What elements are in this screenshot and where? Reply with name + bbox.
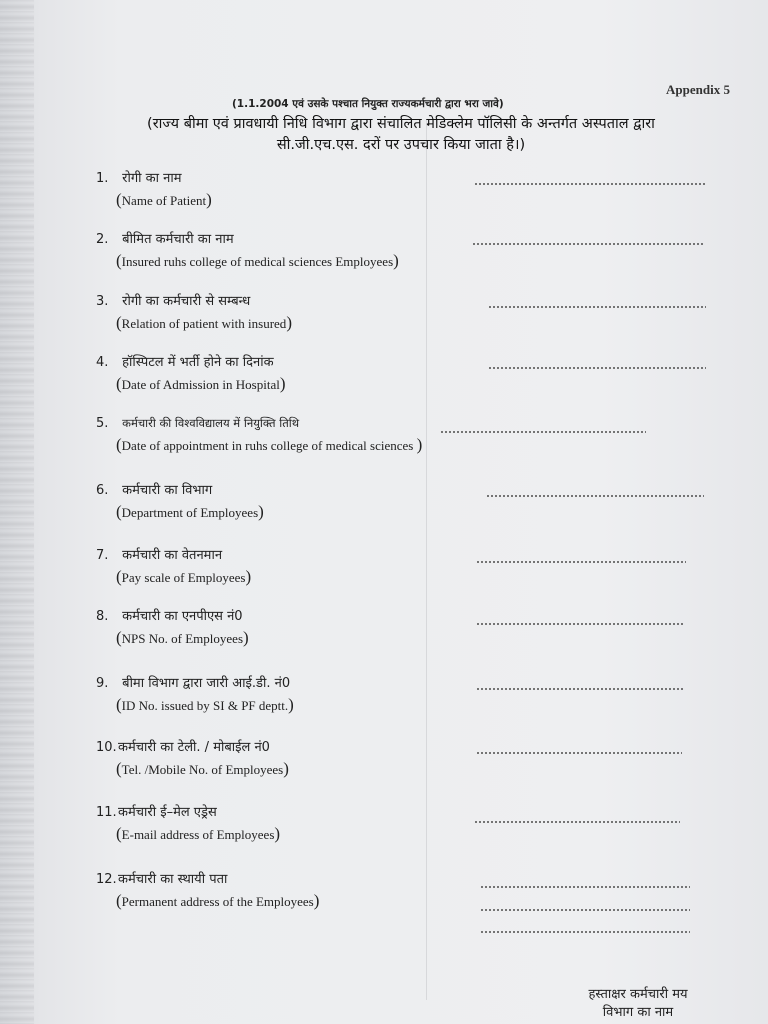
field-english-label: ID No. issued by SI & PF deptt. (121, 698, 289, 713)
fill-line-6[interactable] (486, 495, 704, 497)
field-hindi-label: रोगी का कर्मचारी से सम्बन्ध (122, 294, 251, 309)
field-number: 6. (96, 483, 109, 498)
fill-line-3[interactable] (488, 306, 706, 308)
field-hindi-label: कर्मचारी की विश्वविद्यालय में नियुक्ति तिथि (122, 416, 300, 430)
signature-block (548, 986, 728, 1022)
field-admission-date: 4. हॉस्पिटल में भर्ती होने का दिनांक (Date of Admission in Hospital) (96, 355, 286, 393)
fill-line-7[interactable] (476, 561, 686, 563)
field-nps-number: 8. कर्मचारी का एनपीएस नं0 (NPS No. of Employees) (96, 609, 249, 647)
signature-line-2: विभाग का नाम (602, 1005, 674, 1020)
field-relation: 3. रोगी का कर्मचारी से सम्बन्ध (Relation of patient with insured) (96, 294, 292, 332)
signature-line-1: हस्ताक्षर कर्मचारी मय (588, 987, 688, 1002)
field-number: 7. (96, 548, 109, 563)
field-english-label: Department of Employees (121, 505, 259, 520)
field-hindi-label: कर्मचारी का स्थायी पता (118, 872, 228, 887)
field-hindi-label: बीमा विभाग द्वारा जारी आई.डी. नं0 (122, 676, 291, 691)
field-hindi-label: हॉस्पिटल में भर्ती होने का दिनांक (122, 355, 274, 370)
field-english-label: Name of Patient (121, 193, 207, 208)
scan-edge-shadow (0, 0, 34, 1024)
fill-line-5[interactable] (440, 431, 646, 433)
fill-line-4[interactable] (488, 367, 706, 369)
field-number: 12. (96, 872, 117, 887)
fill-line-10[interactable] (476, 752, 682, 754)
field-hindi-label: कर्मचारी का विभाग (122, 483, 213, 498)
field-hindi-label: कर्मचारी ई–मेल एड्रेस (118, 805, 217, 820)
field-number: 9. (96, 676, 109, 691)
field-number: 10. (96, 740, 117, 755)
field-id-number: 9. बीमा विभाग द्वारा जारी आई.डी. नं0 (ID No. issued by SI & PF deptt.) (96, 676, 294, 714)
field-appointment-date: 5. कर्मचारी की विश्वविद्यालय में नियुक्ति तिथि (Date of appointment in ruhs college of medical sciences ) (96, 416, 423, 454)
field-number: 8. (96, 609, 109, 624)
field-email: 11.कर्मचारी ई–मेल एड्रेस (E-mail address of Employees) (96, 805, 281, 843)
field-hindi-label: बीमित कर्मचारी का नाम (122, 232, 234, 247)
field-number: 2. (96, 232, 109, 247)
field-english-label: NPS No. of Employees (121, 631, 244, 646)
field-number: 1. (96, 171, 109, 186)
field-hindi-label: कर्मचारी का टेली. / मोबाईल नं0 (118, 740, 270, 755)
field-english-label: Relation of patient with insured (121, 316, 287, 331)
field-english-label: Pay scale of Employees (121, 570, 246, 585)
subnote: (1.1.2004 एवं उसके पश्चात नियुक्त राज्यकर्मचारी द्वारा भरा जावे) (232, 98, 504, 110)
heading-line-2: सी.जी.एच.एस. दरों पर उपचार किया जाता है।) (276, 137, 526, 153)
paper-fold-line (426, 120, 427, 1000)
field-insured-employee: 2. बीमित कर्मचारी का नाम (Insured ruhs college of medical sciences Employees) (96, 232, 399, 270)
field-number: 5. (96, 416, 109, 431)
fill-line-11[interactable] (474, 821, 680, 823)
heading-line-1: (राज्य बीमा एवं प्रावधायी निधि विभाग द्वारा संचालित मेडिक्लेम पॉलिसी के अन्तर्गत अस्पताल द्वारा (147, 116, 655, 132)
fill-line-12c[interactable] (480, 931, 690, 933)
field-english-label: Date of appointment in ruhs college of medical sciences (121, 438, 414, 453)
field-english-label: Permanent address of the Employees (121, 894, 314, 909)
fill-line-1[interactable] (474, 183, 706, 185)
fill-line-12a[interactable] (480, 886, 690, 888)
form-heading (66, 114, 736, 156)
field-english-label: Insured ruhs college of medical sciences Employees (121, 254, 394, 269)
field-pay-scale: 7. कर्मचारी का वेतनमान (Pay scale of Employees) (96, 548, 252, 586)
field-phone-mobile: 10.कर्मचारी का टेली. / मोबाईल नं0 (Tel. /Mobile No. of Employees) (96, 740, 289, 778)
field-number: 4. (96, 355, 109, 370)
fill-line-8[interactable] (476, 623, 684, 625)
appendix-label: Appendix 5 (666, 82, 730, 97)
field-number: 3. (96, 294, 109, 309)
field-english-label: Date of Admission in Hospital (121, 377, 280, 392)
fill-line-2[interactable] (472, 243, 704, 245)
field-name-of-patient: 1. रोगी का नाम (Name of Patient) (96, 171, 212, 209)
field-hindi-label: रोगी का नाम (122, 171, 182, 186)
fill-line-9[interactable] (476, 688, 684, 690)
field-permanent-address: 12.कर्मचारी का स्थायी पता (Permanent address of the Employees) (96, 872, 320, 910)
field-department: 6. कर्मचारी का विभाग (Department of Employees) (96, 483, 264, 521)
field-english-label: E-mail address of Employees (121, 827, 275, 842)
fill-line-12b[interactable] (480, 909, 690, 911)
field-number: 11. (96, 805, 117, 820)
field-english-label: Tel. /Mobile No. of Employees (121, 762, 284, 777)
field-hindi-label: कर्मचारी का वेतनमान (122, 548, 223, 563)
field-hindi-label: कर्मचारी का एनपीएस नं0 (122, 609, 243, 624)
